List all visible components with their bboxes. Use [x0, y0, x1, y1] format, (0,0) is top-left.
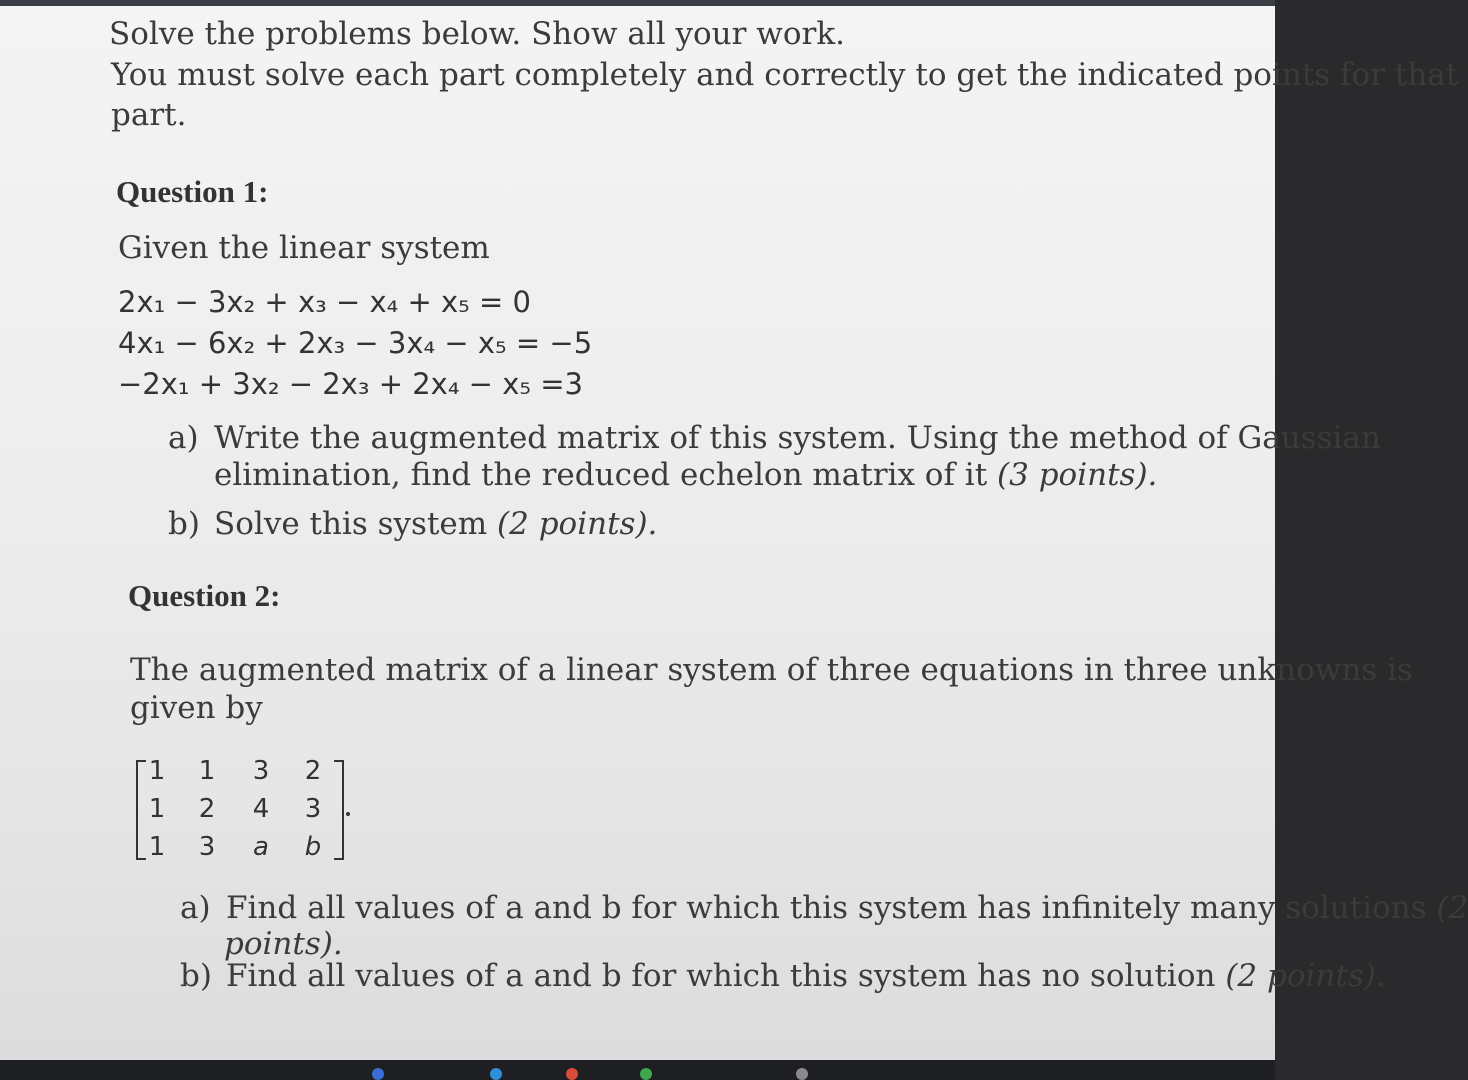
matrix-cell: 1 [148, 832, 166, 862]
matrix-period [346, 812, 350, 816]
intro-line-3: part. [111, 97, 187, 133]
part-b-points: (2 points). [1225, 958, 1386, 994]
question-2-lead-line-2: given by [130, 690, 263, 726]
equation-1: 2x₁ − 3x₂ + x₃ − x₄ + x₅ = 0 [118, 285, 531, 319]
part-b-text: Solve this system [214, 506, 488, 542]
matrix-cell: 3 [304, 794, 322, 824]
taskbar-app-icon[interactable] [796, 1068, 808, 1080]
augmented-matrix [136, 756, 344, 860]
question-2-part-b [180, 958, 1386, 994]
part-a-points-start: (2 [1436, 890, 1468, 926]
taskbar-app-icon[interactable] [566, 1068, 578, 1080]
part-a-text-line-2: elimination, find the reduced echelon matrix of it [214, 457, 988, 493]
matrix-cell: 1 [198, 756, 216, 786]
question-1-part-a [168, 420, 1381, 456]
matrix-cell: 2 [304, 756, 322, 786]
intro-line-2: You must solve each part completely and correctly to get the indicated points for that [111, 57, 1459, 93]
taskbar-app-icon[interactable] [372, 1068, 384, 1080]
matrix-cell: a [253, 832, 269, 862]
part-b-points: (2 points). [497, 506, 658, 542]
part-b-label: b) [168, 506, 200, 542]
question-2-heading: Question 2: [128, 578, 281, 613]
question-2-part-a [180, 890, 1468, 926]
matrix-cell: 3 [198, 832, 216, 862]
taskbar-app-icon[interactable] [490, 1068, 502, 1080]
matrix-right-bracket [334, 760, 344, 860]
part-a-text-line-1: Write the augmented matrix of this system. Using the method of Gaussian [214, 420, 1381, 456]
part-a-points: (3 points). [997, 457, 1158, 493]
part-b-text: Find all values of a and b for which this system has no solution [226, 958, 1216, 994]
taskbar [0, 1060, 1275, 1080]
matrix-cell: b [304, 832, 322, 862]
question-2-lead-line-1: The augmented matrix of a linear system of three equations in three unknowns is [130, 652, 1413, 688]
taskbar-app-icon[interactable] [640, 1068, 652, 1080]
part-a-label: a) [168, 420, 199, 456]
equation-3: −2x₁ + 3x₂ − 2x₃ + 2x₄ − x₅ =3 [118, 367, 583, 401]
question-1-part-b [168, 506, 657, 542]
part-a-text: Find all values of a and b for which this system has infinitely many solutions [226, 890, 1427, 926]
intro-line-1: Solve the problems below. Show all your work. [109, 16, 845, 52]
matrix-cell: 2 [198, 794, 216, 824]
matrix-cell: 1 [148, 794, 166, 824]
part-a-label: a) [180, 890, 211, 926]
matrix-cell: 1 [148, 756, 166, 786]
question-1-heading: Question 1: [116, 174, 269, 209]
question-1-part-a-continued [214, 457, 1157, 493]
matrix-cell: 3 [252, 756, 270, 786]
question-1-lead: Given the linear system [118, 230, 490, 266]
part-b-label: b) [180, 958, 212, 994]
equation-2: 4x₁ − 6x₂ + 2x₃ − 3x₄ − x₅ = −5 [118, 326, 593, 360]
matrix-cell: 4 [252, 794, 270, 824]
question-2-part-a-points-end: points). [224, 926, 343, 962]
